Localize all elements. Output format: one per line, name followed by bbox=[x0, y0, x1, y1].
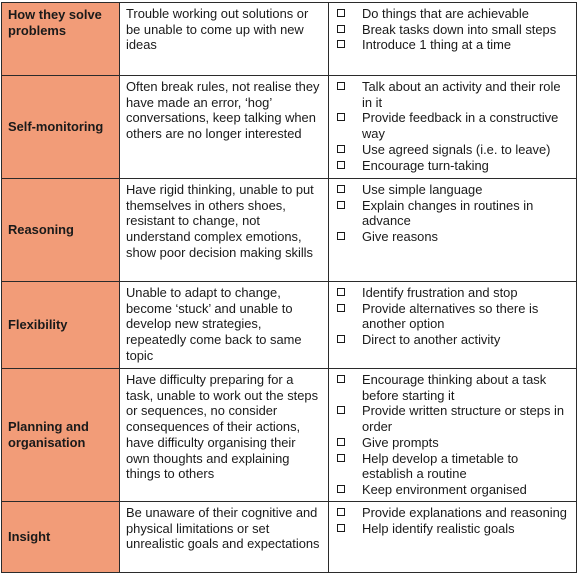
strategy-item: Provide explanations and reasoning bbox=[335, 505, 570, 521]
checkbox-icon bbox=[337, 145, 345, 153]
strategy-item: Provide written structure or steps in order bbox=[335, 403, 570, 434]
strategy-item: Direct to another activity bbox=[335, 332, 570, 348]
strategy-item: Explain changes in routines in advance bbox=[335, 198, 570, 229]
checkbox-icon bbox=[337, 304, 345, 312]
strategies-cell bbox=[329, 3, 577, 76]
area-label: How they solve problems bbox=[2, 3, 120, 76]
strategies-cell bbox=[329, 179, 577, 282]
strategies-cell bbox=[329, 76, 577, 179]
checkbox-icon bbox=[337, 25, 345, 33]
strategy-item: Help develop a timetable to establish a routine bbox=[335, 451, 570, 482]
checkbox-icon bbox=[337, 201, 345, 209]
strategy-item: Do things that are achievable bbox=[335, 6, 570, 22]
description-cell: Have difficulty preparing for a task, unable to work out the steps or sequences, no consider consequences of their actions, have difficulty organising their own thoughts and explaining things to others bbox=[120, 369, 329, 502]
strategy-item: Encourage turn-taking bbox=[335, 158, 570, 174]
checkbox-icon bbox=[337, 288, 345, 296]
strategy-item: Provide feedback in a constructive way bbox=[335, 110, 570, 141]
strategy-item: Break tasks down into small steps bbox=[335, 22, 570, 38]
area-label: Insight bbox=[2, 502, 120, 573]
strategy-item: Help identify realistic goals bbox=[335, 521, 570, 537]
area-label: Planning and organisation bbox=[2, 369, 120, 502]
strategies-cell bbox=[329, 282, 577, 369]
description-cell: Have rigid thinking, unable to put themselves in others shoes, resistant to change, not understand complex emotions, show poor decision making skills bbox=[120, 179, 329, 282]
checkbox-icon bbox=[337, 485, 345, 493]
description-cell: Be unaware of their cognitive and physical limitations or set unrealistic goals and expectations bbox=[120, 502, 329, 573]
checkbox-icon bbox=[337, 406, 345, 414]
strategy-item: Give prompts bbox=[335, 435, 570, 451]
area-label: Self-monitoring bbox=[2, 76, 120, 179]
strategy-item: Introduce 1 thing at a time bbox=[335, 37, 570, 53]
strategy-item: Identify frustration and stop bbox=[335, 285, 570, 301]
description-cell: Often break rules, not realise they have made an error, ‘hog’ conversations, keep talking when others are no longer interested bbox=[120, 76, 329, 179]
checkbox-icon bbox=[337, 9, 345, 17]
checkbox-icon bbox=[337, 438, 345, 446]
checkbox-icon bbox=[337, 232, 345, 240]
strategy-item: Use agreed signals (i.e. to leave) bbox=[335, 142, 570, 158]
strategies-cell bbox=[329, 369, 577, 502]
strategy-item: Use simple language bbox=[335, 182, 570, 198]
checkbox-icon bbox=[337, 82, 345, 90]
checkbox-icon bbox=[337, 524, 345, 532]
table-row bbox=[2, 76, 577, 179]
strategy-item: Keep environment organised bbox=[335, 482, 570, 498]
strategy-item: Provide alternatives so there is another option bbox=[335, 301, 570, 332]
table-row bbox=[2, 3, 577, 76]
checkbox-icon bbox=[337, 375, 345, 383]
table-row bbox=[2, 282, 577, 369]
table-row bbox=[2, 179, 577, 282]
area-label: Flexibility bbox=[2, 282, 120, 369]
checkbox-icon bbox=[337, 40, 345, 48]
strategy-item: Encourage thinking about a task before starting it bbox=[335, 372, 570, 403]
description-cell: Unable to adapt to change, become ‘stuck’ and unable to develop new strategies, repeatedly come back to same topic bbox=[120, 282, 329, 369]
strategies-cell bbox=[329, 502, 577, 573]
checkbox-icon bbox=[337, 161, 345, 169]
checkbox-icon bbox=[337, 508, 345, 516]
strategy-item: Talk about an activity and their role in it bbox=[335, 79, 570, 110]
checkbox-icon bbox=[337, 113, 345, 121]
checkbox-icon bbox=[337, 185, 345, 193]
checkbox-icon bbox=[337, 454, 345, 462]
table-row bbox=[2, 369, 577, 502]
strategy-item: Give reasons bbox=[335, 229, 570, 245]
checkbox-icon bbox=[337, 335, 345, 343]
strategies-table bbox=[1, 2, 577, 573]
description-cell: Trouble working out solutions or be unable to come up with new ideas bbox=[120, 3, 329, 76]
table-row bbox=[2, 502, 577, 573]
area-label: Reasoning bbox=[2, 179, 120, 282]
